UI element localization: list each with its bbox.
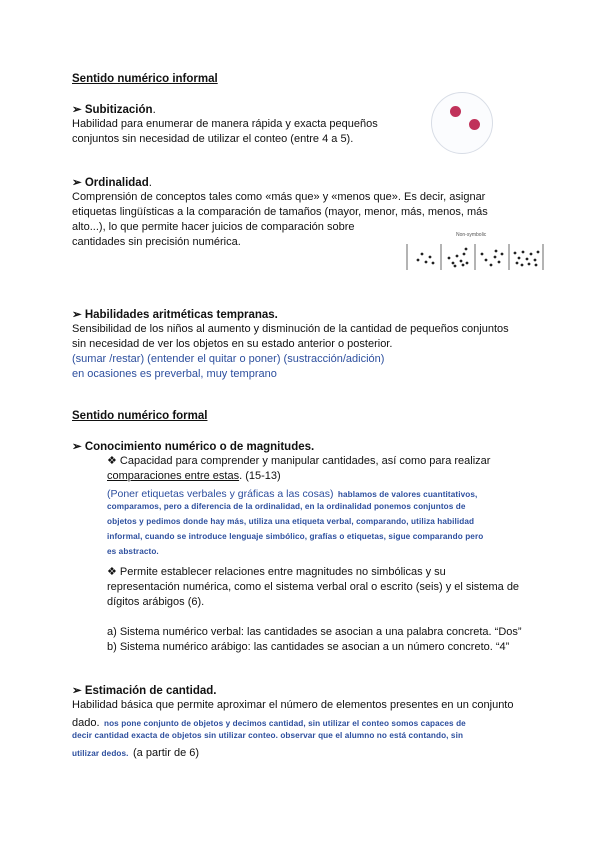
estimacion-line-4 xyxy=(72,743,199,761)
magnitudes-bullet2-line-1: ❖ Permite establecer relaciones entre magnitudes no simbólicas y su xyxy=(107,566,446,578)
magnitudes-note-line-2: comparamos, pero a diferencia de la ordinalidad, en la ordinalidad ponemos conjuntos de xyxy=(107,502,466,511)
heading-subitizacion xyxy=(72,102,156,116)
comparaciones-underlined: comparaciones entre estas xyxy=(107,470,240,482)
heading-magnitudes: ➢ Conocimiento numérico o de magnitudes. xyxy=(72,441,315,453)
magnitudes-note-line-5: es abstracto. xyxy=(107,547,159,556)
estimacion-note-1: nos pone conjunto de objetos y decimos cantidad, sin utilizar el conteo somos capaces de xyxy=(103,719,466,728)
heading-subitizacion-text: ➢ Subitización xyxy=(72,104,153,116)
magnitudes-bullet2-line-2: representación numérica, como el sistema verbal oral o escrito (seis) y el sistema de xyxy=(107,581,520,593)
subitizacion-circle-image xyxy=(431,92,493,154)
estimacion-age: (a partir de 6) xyxy=(133,747,200,759)
ordinalidad-line-1: Comprensión de conceptos tales como «más que» y «menos que». Es decir, asignar xyxy=(72,191,486,203)
magnitudes-bullet1-line-2 xyxy=(107,469,281,484)
heading-ordinalidad-text: ➢ Ordinalidad xyxy=(72,177,149,189)
heading-ordinalidad-dot: . xyxy=(148,177,152,189)
ordinalidad-line-4: cantidades sin precisión numérica. xyxy=(72,236,241,248)
heading-subitizacion-dot: . xyxy=(152,104,156,116)
section-title-informal: Sentido numérico informal xyxy=(72,73,218,85)
magnitudes-bullet1-line-1: ❖ Capacidad para comprender y manipular cantidades, así como para realizar xyxy=(107,455,491,467)
aritmeticas-note-2: en ocasiones es preverbal, muy temprano xyxy=(72,368,277,380)
magnitudes-note-line-4: informal, cuando se introduce lenguaje simbólico, grafías o etiquetas, sigue comparando pero xyxy=(107,532,484,541)
estimacion-note-3: utilizar dedos. xyxy=(72,749,129,758)
magnitudes-note-b: hablamos de valores cuantitativos, xyxy=(337,490,478,499)
heading-ordinalidad xyxy=(72,175,152,189)
estimacion-note-2: decir cantidad exacta de objetos sin utilizar conteo. observar que el alumno no está contando, sin xyxy=(72,731,464,740)
ordinalidad-line-2: etiquetas lingüísticas a la comparación de tamaños (mayor, menor, más, menos, más xyxy=(72,206,488,218)
subitizacion-line-2: conjuntos sin necesidad de utilizar el conteo (entre 4 a 5). xyxy=(72,133,354,145)
estimacion-line-1: Habilidad básica que permite aproximar el número de elementos presentes en un conjunto xyxy=(72,699,514,711)
heading-estimacion: ➢ Estimación de cantidad. xyxy=(72,685,217,697)
red-dot xyxy=(469,119,480,130)
estimacion-dado: dado. xyxy=(72,717,100,729)
aritmeticas-line-2: sin necesidad de ver los objetos en su estado anterior o posterior. xyxy=(72,338,393,350)
magnitudes-bullet2-line-3: dígitos arábigos (6). xyxy=(107,596,205,608)
heading-aritmeticas: ➢ Habilidades aritméticas tempranas. xyxy=(72,309,278,321)
aritmeticas-note-1: (sumar /restar) (entender el quitar o poner) (sustracción/adición) xyxy=(72,353,385,365)
red-dot xyxy=(450,106,461,117)
sistema-verbal-item: a) Sistema numérico verbal: las cantidades se asocian a una palabra concreta. “Dos” xyxy=(107,626,522,638)
aritmeticas-line-1: Sensibilidad de los niños al aumento y disminución de la cantidad de pequeños conjuntos xyxy=(72,323,509,335)
comparaciones-rest: . (15-13) xyxy=(239,470,281,482)
magnitudes-note-line-3: objetos y pedimos donde hay más, utiliza una etiqueta verbal, comparando, utiliza habilidad xyxy=(107,517,475,526)
dot-panels-svg xyxy=(406,232,544,276)
sistema-arabigo-item: b) Sistema numérico arábigo: las cantidades se asocian a un número concreto. “4” xyxy=(107,641,510,653)
ordinalidad-dot-figure xyxy=(406,232,544,276)
section-title-formal: Sentido numérico formal xyxy=(72,410,208,422)
magnitudes-note-a: (Poner etiquetas verbales y gráficas a las cosas) xyxy=(107,488,334,500)
ordinalidad-line-3: alto...), lo que permite hacer juicios de comparación sobre xyxy=(72,221,355,233)
subitizacion-line-1: Habilidad para enumerar de manera rápida y exacta pequeños xyxy=(72,118,378,130)
figure-caption: Non-symbolic xyxy=(456,232,487,238)
